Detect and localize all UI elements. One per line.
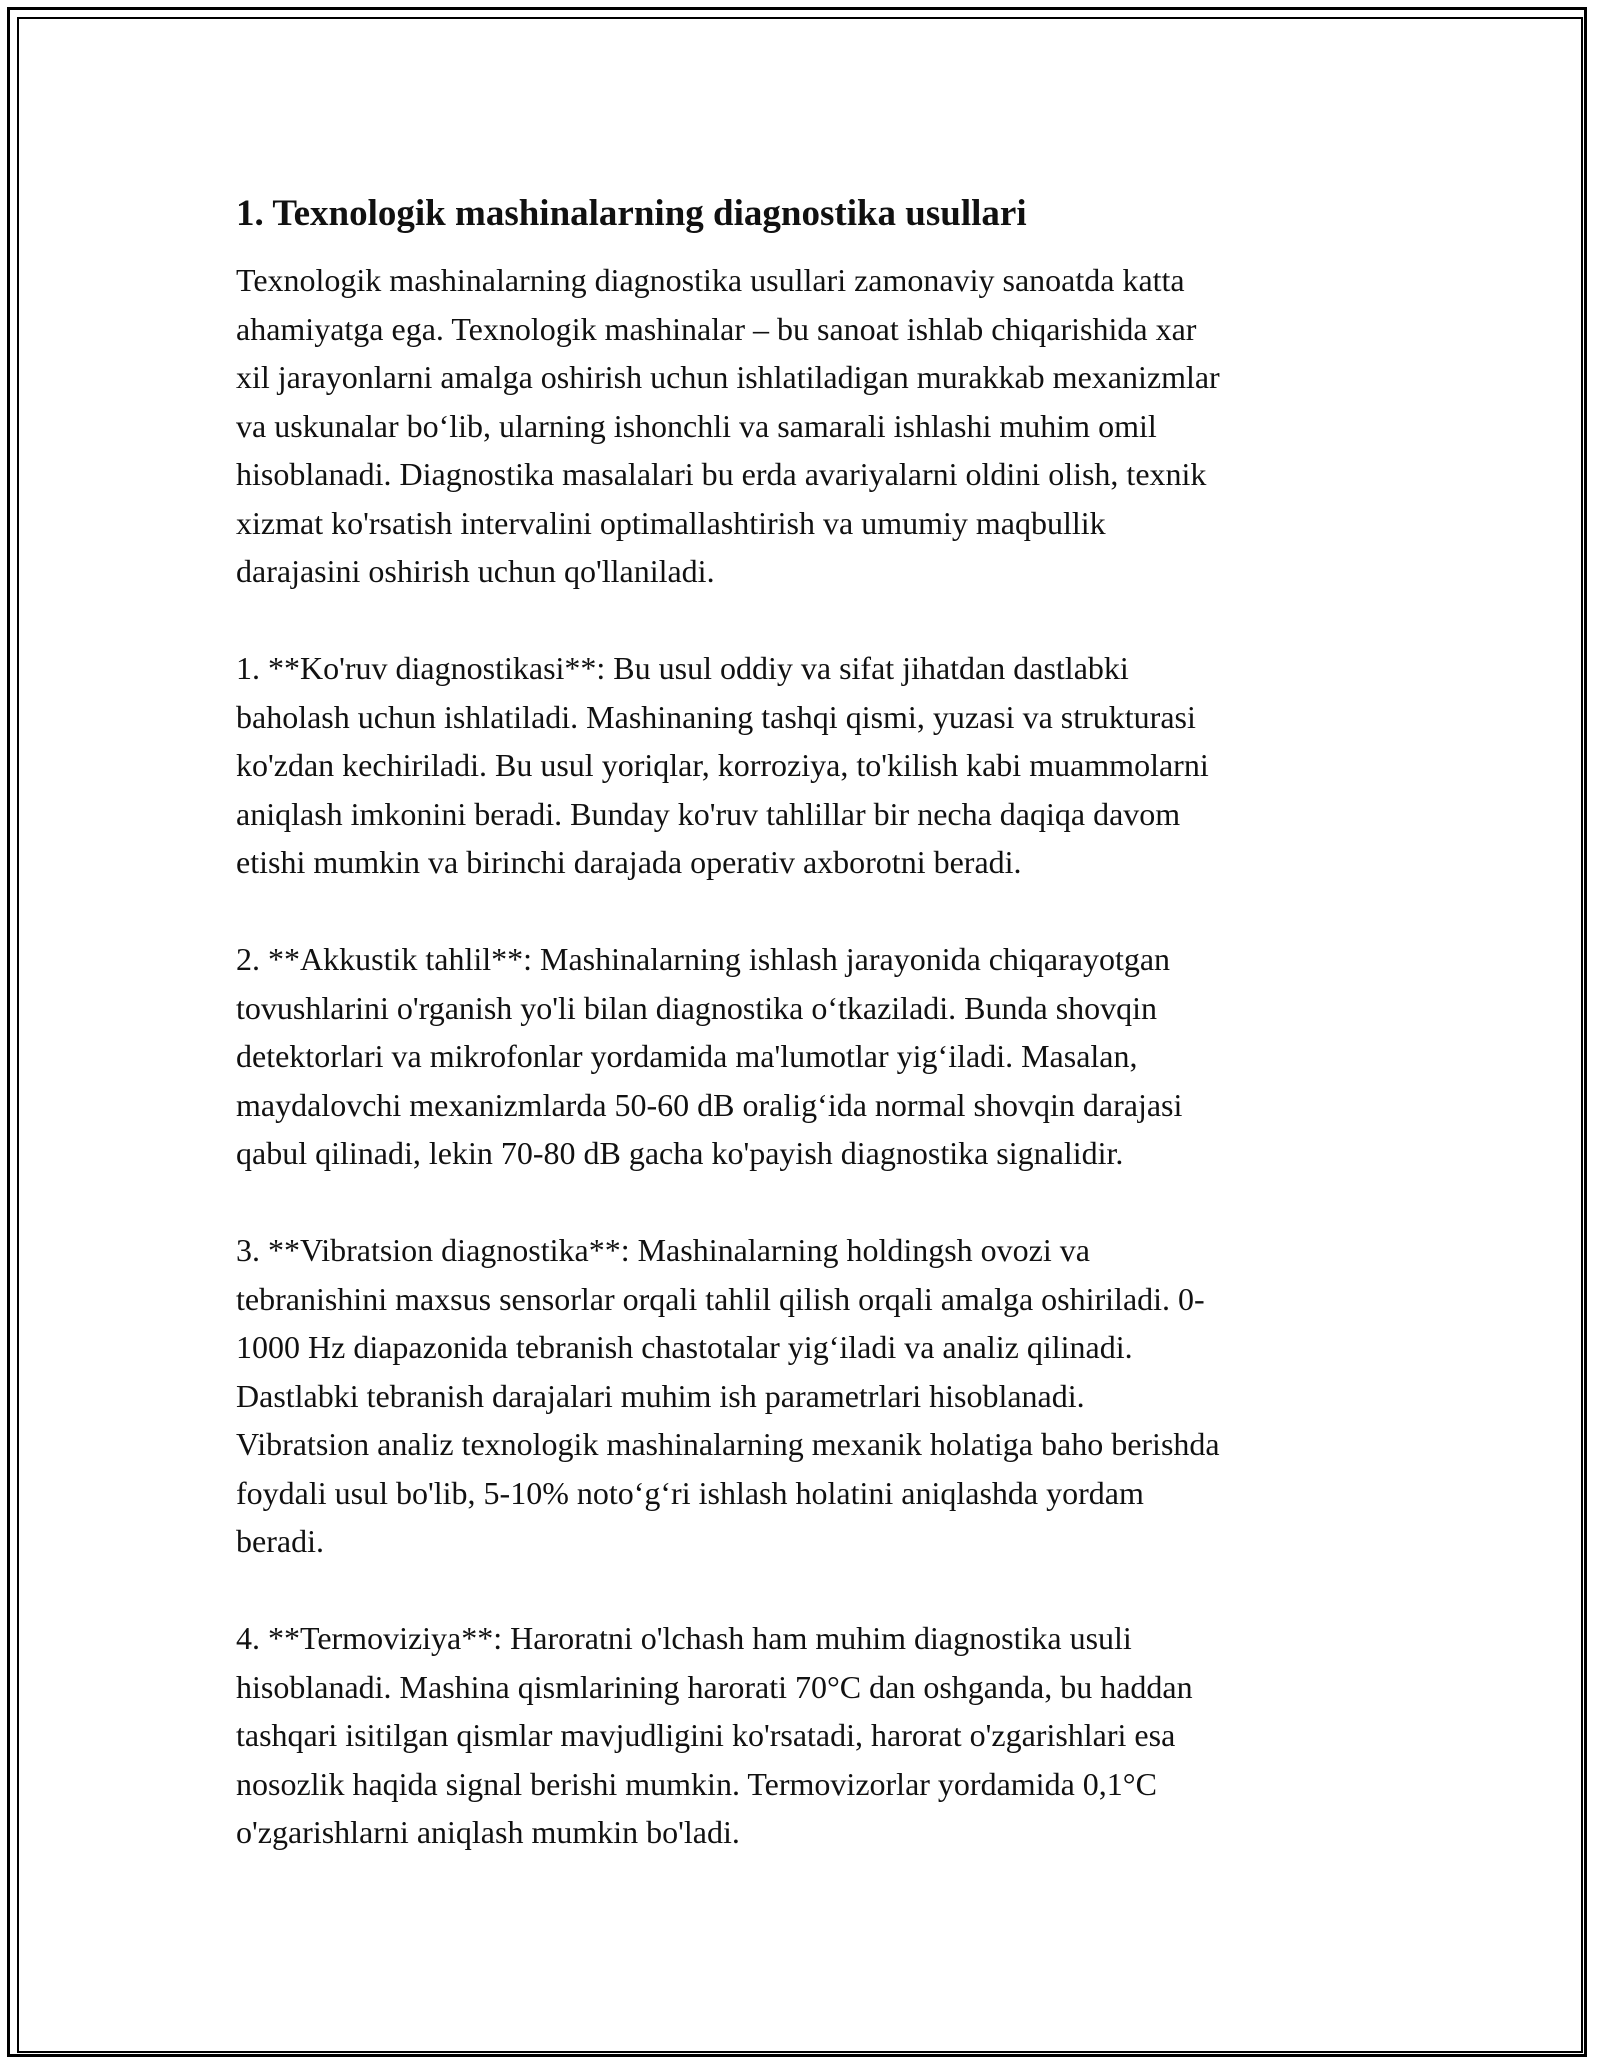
paragraph-line: ahamiyatga ega. Texnologik mashinalar – bu sanoat ishlab chiqarishida xar <box>236 310 1197 347</box>
acoustic-analysis-paragraph <box>236 935 1396 1178</box>
paragraph-line: xizmat ko'rsatish intervalini optimallashtirish va umumiy maqbullik <box>236 504 1106 541</box>
paragraph-line: 2. **Akkustik tahlil**: Mashinalarning ishlash jarayonida chiqarayotgan <box>236 941 1171 977</box>
paragraph-line: darajasini oshirish uchun qo'llaniladi. <box>236 553 715 589</box>
paragraph-line: nosozlik haqida signal berishi mumkin. Termovizorlar yordamida 0,1°C <box>236 1765 1157 1802</box>
paragraph-line: ko'zdan kechiriladi. Bu usul yoriqlar, korroziya, to'kilish kabi muammolarni <box>236 747 1209 783</box>
paragraph-line: hisoblanadi. Mashina qismlarining harorati 70°C dan oshganda, bu haddan <box>236 1668 1193 1705</box>
paragraph-line: aniqlash imkonini beradi. Bunday ko'ruv tahlillar bir necha daqiqa davom <box>236 795 1181 832</box>
paragraph-line: etishi mumkin va birinchi darajada operativ axborotni beradi. <box>236 844 1022 880</box>
paragraph-line: detektorlari va mikrofonlar yordamida ma'lumotlar yig‘iladi. Masalan, <box>236 1038 1138 1074</box>
paragraph-line: xil jarayonlarni amalga oshirish uchun ishlatiladigan murakkab mexanizmlar <box>236 359 1220 395</box>
document-title: 1. Texnologik mashinalarning diagnostika usullari <box>236 193 1027 234</box>
paragraph-line: beradi. <box>236 1523 324 1559</box>
paragraph-line: 3. **Vibratsion diagnostika**: Mashinalarning holdingsh ovozi va <box>236 1232 1090 1268</box>
intro-paragraph <box>236 256 1396 596</box>
paragraph-line: Texnologik mashinalarning diagnostika usullari zamonaviy sanoatda katta <box>236 262 1185 298</box>
paragraph-line: Vibratsion analiz texnologik mashinalarning mexanik holatiga baho berishda <box>236 1426 1220 1462</box>
paragraph-line: 1. **Ko'ruv diagnostikasi**: Bu usul oddiy va sifat jihatdan dastlabki <box>236 650 1129 686</box>
paragraph-line: baholash uchun ishlatiladi. Mashinaning tashqi qismi, yuzasi va strukturasi <box>236 698 1196 735</box>
visual-diagnostics-paragraph <box>236 644 1396 887</box>
paragraph-line: va uskunalar bo‘lib, ularning ishonchli va samarali ishlashi muhim omil <box>236 407 1157 444</box>
paragraph-line: o'zgarishlarni aniqlash mumkin bo'ladi. <box>236 1814 740 1850</box>
paragraph-line: foydali usul bo'lib, 5-10% noto‘g‘ri ishlash holatini aniqlashda yordam <box>236 1474 1144 1511</box>
paragraph-line: 4. **Termoviziya**: Haroratni o'lchash ham muhim diagnostika usuli <box>236 1620 1132 1656</box>
document-body <box>236 188 1396 1905</box>
paragraph-line: Dastlabki tebranish darajalari muhim ish parametrlari hisoblanadi. <box>236 1377 1085 1414</box>
paragraph-line: 1000 Hz diapazonida tebranish chastotalar yig‘iladi va analiz qilinadi. <box>236 1329 1133 1365</box>
thermovision-paragraph <box>236 1614 1396 1857</box>
paragraph-line: hisoblanadi. Diagnostika masalalari bu erda avariyalarni oldini olish, texnik <box>236 456 1207 492</box>
paragraph-line: tebranishini maxsus sensorlar orqali tahlil qilish orqali amalga oshiriladi. 0- <box>236 1280 1205 1317</box>
paragraph-line: qabul qilinadi, lekin 70-80 dB gacha ko'payish diagnostika signalidir. <box>236 1135 1124 1171</box>
paragraph-line: tashqari isitilgan qismlar mavjudligini ko'rsatadi, harorat o'zgarishlari esa <box>236 1717 1176 1753</box>
vibration-diagnostics-paragraph <box>236 1226 1396 1566</box>
paragraph-line: maydalovchi mexanizmlarda 50-60 dB oralig‘ida normal shovqin darajasi <box>236 1086 1183 1123</box>
paragraph-line: tovushlarini o'rganish yo'li bilan diagnostika o‘tkaziladi. Bunda shovqin <box>236 989 1158 1026</box>
